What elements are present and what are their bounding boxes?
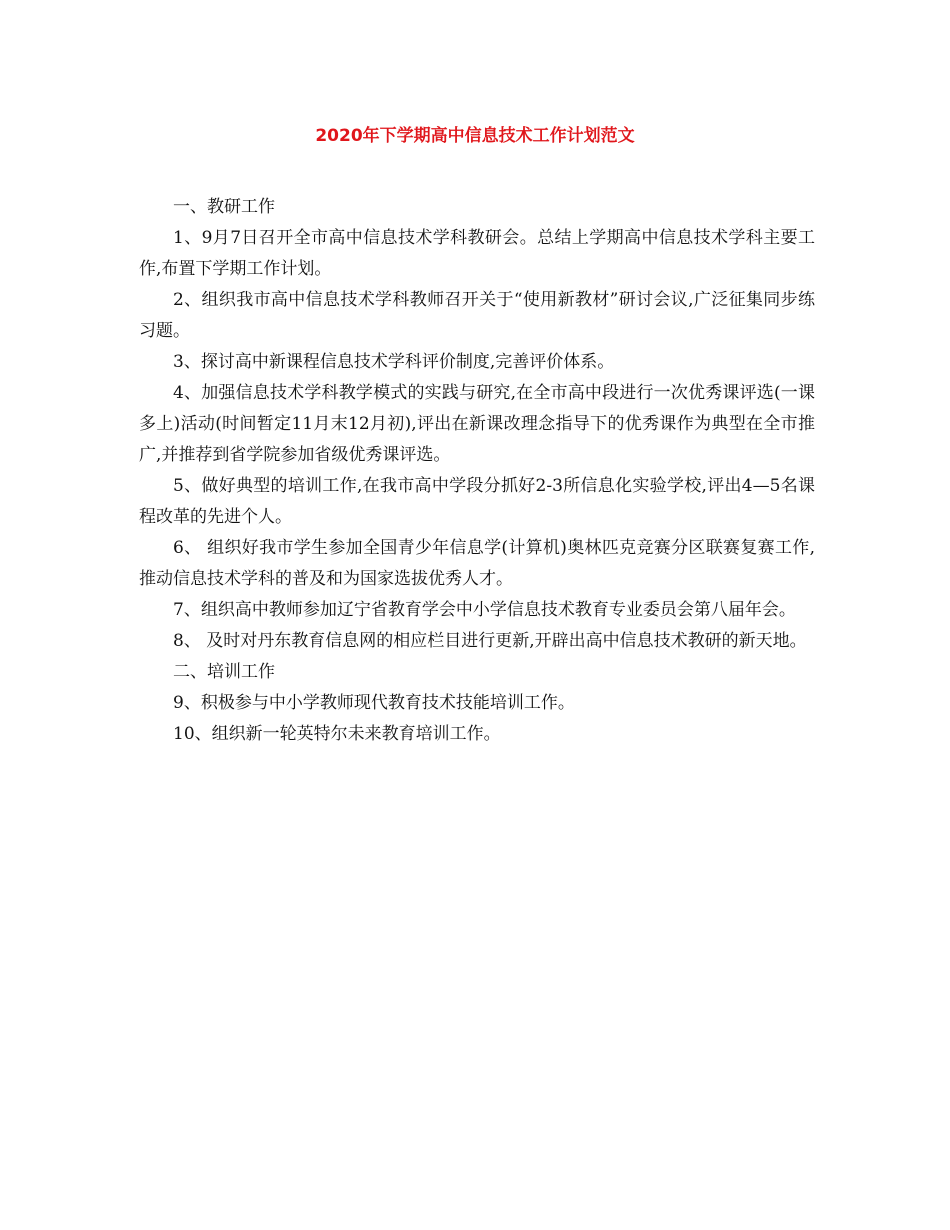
list-item: 6、 组织好我市学生参加全国青少年信息学(计算机)奥林匹克竞赛分区联赛复赛工作,推动信息技术学科的普及和为国家选拔优秀人才。 bbox=[139, 538, 815, 589]
list-item: 1、9月7日召开全市高中信息技术学科教研会。总结上学期高中信息技术学科主要工作,布置下学期工作计划。 bbox=[139, 228, 815, 279]
list-item: 9、积极参与中小学教师现代教育技术技能培训工作。 bbox=[173, 693, 575, 713]
list-item: 4、加强信息技术学科教学模式的实践与研究,在全市高中段进行一次优秀课评选(一课多上)活动(时间暂定11月末12月初),评出在新课改理念指导下的优秀课作为典型在全市推广,并推荐到省学院参加省级优秀课评选。 bbox=[139, 383, 815, 465]
list-item: 10、组织新一轮英特尔未来教育培训工作。 bbox=[173, 724, 501, 744]
list-item: 7、组织高中教师参加辽宁省教育学会中小学信息技术教育专业委员会第八届年会。 bbox=[173, 600, 796, 620]
document-body bbox=[139, 192, 815, 750]
section-heading: 二、培训工作 bbox=[173, 662, 275, 682]
list-item: 8、 及时对丹东教育信息网的相应栏目进行更新,开辟出高中信息技术教研的新天地。 bbox=[173, 631, 807, 651]
list-item: 3、探讨高中新课程信息技术学科评价制度,完善评价体系。 bbox=[173, 352, 615, 372]
list-item: 5、做好典型的培训工作,在我市高中学段分抓好2-3所信息化实验学校,评出4—5名课程改革的先进个人。 bbox=[139, 476, 815, 527]
document-title: 2020年下学期高中信息技术工作计划范文 bbox=[315, 126, 635, 146]
list-item: 2、组织我市高中信息技术学科教师召开关于“使用新教材”研讨会议,广泛征集同步练习题。 bbox=[139, 290, 815, 341]
section-heading: 一、教研工作 bbox=[173, 197, 275, 217]
